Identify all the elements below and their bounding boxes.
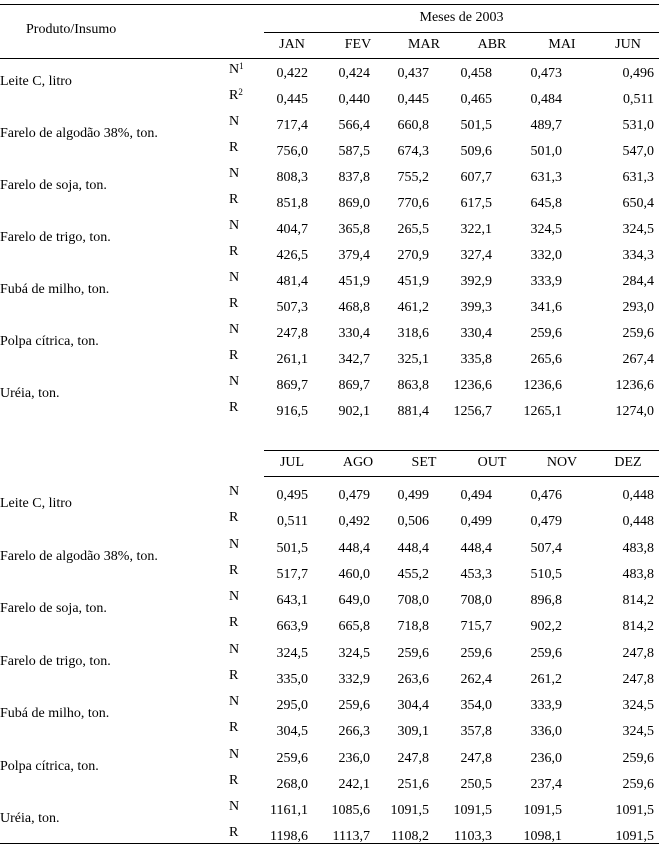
value-cell: 631,3 xyxy=(622,170,654,185)
value-cell: 267,4 xyxy=(622,352,654,367)
value-cell: 1098,1 xyxy=(523,829,562,844)
value-cell: 262,4 xyxy=(460,671,492,687)
value-cell: 342,7 xyxy=(338,352,370,367)
value-cell: 770,6 xyxy=(397,196,429,211)
value-cell: 517,7 xyxy=(276,566,308,582)
value-cell: 332,0 xyxy=(530,248,562,263)
row-type-r: R xyxy=(229,88,239,103)
value-cell: 1198,6 xyxy=(270,829,308,844)
value-cell: 461,2 xyxy=(397,300,429,315)
row-type-label xyxy=(229,510,238,526)
month-header: JUL xyxy=(279,455,305,470)
row-type-r: R xyxy=(229,296,239,311)
value-cell: 379,4 xyxy=(338,248,370,263)
value-cell: 0,448 xyxy=(622,488,654,503)
value-cell: 507,4 xyxy=(530,540,562,556)
value-cell: 501,5 xyxy=(460,118,492,133)
value-cell: 332,9 xyxy=(338,671,370,687)
value-cell: 247,8 xyxy=(622,671,654,687)
month-header: MAI xyxy=(548,37,576,52)
value-cell: 1108,2 xyxy=(391,829,429,844)
value-cell: 242,1 xyxy=(338,776,370,792)
value-cell: 0,437 xyxy=(397,66,429,81)
block2-header-top-rule xyxy=(264,450,659,451)
value-cell: 1265,1 xyxy=(523,404,562,419)
product-label: Leite C, litro xyxy=(0,74,72,89)
value-cell: 1085,6 xyxy=(331,803,370,818)
value-cell: 324,5 xyxy=(622,222,654,237)
row-type-label xyxy=(229,589,239,605)
row-type-label xyxy=(229,114,239,130)
value-cell: 0,422 xyxy=(276,66,308,81)
row-type-n: N xyxy=(229,589,240,604)
value-cell: 304,5 xyxy=(276,724,308,739)
value-cell: 869,0 xyxy=(338,196,370,211)
value-cell: 566,4 xyxy=(338,118,370,133)
value-cell: 755,2 xyxy=(397,170,429,185)
value-cell: 0,511 xyxy=(623,92,654,107)
value-cell: 293,0 xyxy=(622,300,654,315)
value-cell: 0,511 xyxy=(277,514,308,529)
value-cell: 587,5 xyxy=(338,144,370,159)
row-type-label xyxy=(229,563,238,579)
value-cell: 259,6 xyxy=(460,645,492,661)
row-type-label xyxy=(229,270,239,286)
product-label: Uréia, ton. xyxy=(0,811,60,826)
row-type-n: N xyxy=(229,746,240,762)
product-column-header: Produto/Insumo xyxy=(26,22,117,37)
value-cell: 318,6 xyxy=(397,326,429,341)
row-type-n: N xyxy=(229,484,240,499)
row-type-label xyxy=(229,668,238,684)
value-cell: 851,8 xyxy=(276,196,308,211)
value-cell: 324,5 xyxy=(276,645,308,661)
value-cell: 259,6 xyxy=(338,698,370,713)
value-cell: 324,5 xyxy=(622,724,654,739)
top-rule xyxy=(0,4,659,5)
value-cell: 259,6 xyxy=(276,750,308,766)
row-type-label xyxy=(229,484,239,500)
value-cell: 1091,5 xyxy=(453,803,492,818)
header-bottom-rule xyxy=(0,58,659,59)
row-type-n: N xyxy=(229,799,240,814)
value-cell: 1274,0 xyxy=(615,404,654,419)
value-cell: 1091,5 xyxy=(390,803,429,818)
value-cell: 0,479 xyxy=(530,514,562,529)
value-cell: 708,0 xyxy=(460,593,492,608)
row-type-n: N xyxy=(229,270,240,285)
value-cell: 607,7 xyxy=(460,170,492,185)
value-cell: 1161,1 xyxy=(270,803,308,818)
value-cell: 547,0 xyxy=(622,144,654,159)
value-cell: 1103,3 xyxy=(454,829,492,844)
value-cell: 334,3 xyxy=(622,248,654,263)
row-type-label xyxy=(229,322,239,338)
row-type-r: R xyxy=(229,667,239,683)
month-header: FEV xyxy=(344,37,372,52)
month-header: AGO xyxy=(342,455,374,470)
product-label: Farelo de soja, ton. xyxy=(0,601,107,616)
value-cell: 426,5 xyxy=(276,248,308,263)
value-cell: 357,8 xyxy=(460,724,492,739)
month-header: OUT xyxy=(477,455,507,470)
value-cell: 304,4 xyxy=(397,698,429,713)
value-cell: 501,5 xyxy=(276,540,308,556)
value-cell: 250,5 xyxy=(460,776,492,792)
month-header: JUN xyxy=(615,37,641,52)
product-label: Polpa cítrica, ton. xyxy=(0,758,99,774)
value-cell: 268,0 xyxy=(276,776,308,792)
row-type-label xyxy=(229,218,239,234)
month-header: MAR xyxy=(408,37,440,52)
product-label: Uréia, ton. xyxy=(0,386,60,401)
row-type-label xyxy=(229,192,238,208)
value-cell: 455,2 xyxy=(397,566,429,582)
product-label: Farelo de algodão 38%, ton. xyxy=(0,126,158,141)
value-cell: 0,458 xyxy=(460,66,492,81)
month-header: NOV xyxy=(546,455,578,470)
month-header: JAN xyxy=(279,37,305,52)
value-cell: 266,3 xyxy=(338,724,370,739)
value-cell: 0,473 xyxy=(530,66,562,81)
value-cell: 451,9 xyxy=(397,274,429,289)
value-cell: 327,4 xyxy=(460,248,492,263)
value-cell: 756,0 xyxy=(276,144,308,159)
product-label: Farelo de soja, ton. xyxy=(0,178,107,193)
value-cell: 660,8 xyxy=(397,118,429,133)
row-type-r: R xyxy=(229,825,239,840)
value-cell: 399,3 xyxy=(460,300,492,315)
value-cell: 322,1 xyxy=(460,222,492,237)
value-cell: 295,0 xyxy=(276,698,308,713)
row-type-r: R xyxy=(229,615,239,630)
value-cell: 247,8 xyxy=(397,750,429,766)
value-cell: 236,0 xyxy=(338,750,370,766)
value-cell: 259,6 xyxy=(530,326,562,341)
row-type-n: N xyxy=(229,641,240,657)
row-type-n: N xyxy=(229,62,240,77)
value-cell: 261,2 xyxy=(530,671,562,687)
row-type-label xyxy=(229,400,238,416)
value-cell: 448,4 xyxy=(397,540,429,556)
row-type-r: R xyxy=(229,400,239,415)
value-cell: 341,6 xyxy=(530,300,562,315)
value-cell: 902,2 xyxy=(530,619,562,634)
product-label: Fubá de milho, ton. xyxy=(0,282,110,297)
value-cell: 650,4 xyxy=(622,196,654,211)
value-cell: 259,6 xyxy=(530,645,562,661)
row-type-r: R xyxy=(229,720,239,735)
row-type-label xyxy=(229,88,243,104)
value-cell: 251,6 xyxy=(397,776,429,792)
value-cell: 1113,7 xyxy=(332,829,370,844)
value-cell: 863,8 xyxy=(397,378,429,393)
value-cell: 916,5 xyxy=(276,404,308,419)
value-cell: 365,8 xyxy=(338,222,370,237)
product-label: Farelo de trigo, ton. xyxy=(0,653,111,669)
product-label: Farelo de trigo, ton. xyxy=(0,230,111,245)
product-label: Farelo de algodão 38%, ton. xyxy=(0,548,158,564)
row-type-n: N xyxy=(229,218,240,233)
value-cell: 0,494 xyxy=(460,488,492,503)
value-cell: 483,8 xyxy=(622,540,654,556)
row-type-label xyxy=(229,296,238,312)
value-cell: 902,1 xyxy=(338,404,370,419)
value-cell: 324,5 xyxy=(338,645,370,661)
value-cell: 507,3 xyxy=(276,300,308,315)
value-cell: 869,7 xyxy=(338,378,370,393)
row-type-label xyxy=(229,166,239,182)
value-cell: 643,1 xyxy=(276,593,308,608)
product-label: Polpa cítrica, ton. xyxy=(0,334,99,349)
block2-header-bottom-rule xyxy=(264,476,659,477)
months-title-rule xyxy=(264,32,659,33)
value-cell: 247,8 xyxy=(276,326,308,341)
row-type-r: R xyxy=(229,140,239,155)
footnote-marker: 2 xyxy=(238,87,243,97)
value-cell: 649,0 xyxy=(338,593,370,608)
row-type-label xyxy=(229,348,238,364)
row-type-n: N xyxy=(229,322,240,337)
value-cell: 708,0 xyxy=(397,593,429,608)
row-type-label xyxy=(229,140,238,156)
month-header: DEZ xyxy=(614,455,642,470)
value-cell: 259,6 xyxy=(397,645,429,661)
value-cell: 453,3 xyxy=(460,566,492,582)
value-cell: 665,8 xyxy=(338,619,370,634)
value-cell: 335,8 xyxy=(460,352,492,367)
value-cell: 0,445 xyxy=(276,92,308,107)
value-cell: 259,6 xyxy=(622,750,654,766)
value-cell: 1091,5 xyxy=(615,829,654,844)
value-cell: 247,8 xyxy=(460,750,492,766)
value-cell: 814,2 xyxy=(622,619,654,634)
value-cell: 510,5 xyxy=(530,566,562,582)
value-cell: 808,3 xyxy=(276,170,308,185)
value-cell: 0,499 xyxy=(460,514,492,529)
footnote-marker: 1 xyxy=(239,61,244,71)
value-cell: 896,8 xyxy=(530,593,562,608)
value-cell: 531,0 xyxy=(622,118,654,133)
value-cell: 284,4 xyxy=(622,274,654,289)
value-cell: 324,5 xyxy=(622,698,654,713)
row-type-r: R xyxy=(229,348,239,363)
value-cell: 261,1 xyxy=(276,352,308,367)
product-label: Fubá de milho, ton. xyxy=(0,706,110,721)
month-header: SET xyxy=(411,455,437,470)
row-type-label xyxy=(229,694,239,710)
value-cell: 715,7 xyxy=(460,619,492,634)
value-cell: 0,445 xyxy=(397,92,429,107)
value-cell: 325,1 xyxy=(397,352,429,367)
row-type-label xyxy=(229,720,238,736)
value-cell: 489,7 xyxy=(530,118,562,133)
row-type-label xyxy=(229,537,239,553)
value-cell: 509,6 xyxy=(460,144,492,159)
value-cell: 0,440 xyxy=(338,92,370,107)
value-cell: 265,6 xyxy=(530,352,562,367)
value-cell: 404,7 xyxy=(276,222,308,237)
value-cell: 259,6 xyxy=(622,776,654,792)
row-type-r: R xyxy=(229,192,239,207)
value-cell: 1256,7 xyxy=(453,404,492,419)
value-cell: 814,2 xyxy=(622,593,654,608)
value-cell: 336,0 xyxy=(530,724,562,739)
value-cell: 0,496 xyxy=(622,66,654,81)
value-cell: 0,448 xyxy=(622,514,654,529)
value-cell: 324,5 xyxy=(530,222,562,237)
value-cell: 674,3 xyxy=(397,144,429,159)
value-cell: 717,4 xyxy=(276,118,308,133)
value-cell: 645,8 xyxy=(530,196,562,211)
value-cell: 448,4 xyxy=(460,540,492,556)
value-cell: 265,5 xyxy=(397,222,429,237)
row-type-r: R xyxy=(229,772,239,788)
row-type-label xyxy=(229,799,239,815)
value-cell: 236,0 xyxy=(530,750,562,766)
value-cell: 837,8 xyxy=(338,170,370,185)
value-cell: 0,499 xyxy=(397,488,429,503)
value-cell: 451,9 xyxy=(338,274,370,289)
value-cell: 448,4 xyxy=(338,540,370,556)
value-cell: 881,4 xyxy=(397,404,429,419)
value-cell: 247,8 xyxy=(622,645,654,661)
value-cell: 481,4 xyxy=(276,274,308,289)
row-type-label xyxy=(229,642,239,658)
value-cell: 1236,6 xyxy=(523,378,562,393)
row-type-label xyxy=(229,747,239,763)
value-cell: 617,5 xyxy=(460,196,492,211)
value-cell: 392,9 xyxy=(460,274,492,289)
value-cell: 335,0 xyxy=(276,671,308,687)
value-cell: 460,0 xyxy=(338,566,370,582)
row-type-label xyxy=(229,374,239,390)
row-type-n: N xyxy=(229,536,240,552)
value-cell: 631,3 xyxy=(530,170,562,185)
value-cell: 468,8 xyxy=(338,300,370,315)
row-type-label xyxy=(229,825,238,841)
value-cell: 0,424 xyxy=(338,66,370,81)
value-cell: 333,9 xyxy=(530,274,562,289)
value-cell: 0,495 xyxy=(276,488,308,503)
row-type-n: N xyxy=(229,374,240,389)
value-cell: 501,0 xyxy=(530,144,562,159)
value-cell: 1236,6 xyxy=(453,378,492,393)
value-cell: 309,1 xyxy=(397,724,429,739)
row-type-r: R xyxy=(229,244,239,259)
row-type-label xyxy=(229,244,238,260)
value-cell: 0,479 xyxy=(338,488,370,503)
value-cell: 663,9 xyxy=(276,619,308,634)
value-cell: 0,465 xyxy=(460,92,492,107)
value-cell: 330,4 xyxy=(338,326,370,341)
value-cell: 354,0 xyxy=(460,698,492,713)
month-header: ABR xyxy=(477,37,507,52)
value-cell: 1091,5 xyxy=(615,803,654,818)
value-cell: 1236,6 xyxy=(615,378,654,393)
row-type-r: R xyxy=(229,562,239,578)
row-type-n: N xyxy=(229,166,240,181)
row-type-n: N xyxy=(229,114,240,129)
value-cell: 330,4 xyxy=(460,326,492,341)
value-cell: 0,506 xyxy=(397,514,429,529)
value-cell: 259,6 xyxy=(622,326,654,341)
row-type-label xyxy=(229,62,244,78)
row-type-n: N xyxy=(229,694,240,709)
row-type-label xyxy=(229,773,238,789)
row-type-label xyxy=(229,615,238,631)
value-cell: 869,7 xyxy=(276,378,308,393)
value-cell: 237,4 xyxy=(530,776,562,792)
value-cell: 1091,5 xyxy=(523,803,562,818)
row-type-r: R xyxy=(229,510,239,525)
value-cell: 0,484 xyxy=(530,92,562,107)
value-cell: 0,476 xyxy=(530,488,562,503)
value-cell: 263,6 xyxy=(397,671,429,687)
value-cell: 333,9 xyxy=(530,698,562,713)
value-cell: 0,492 xyxy=(338,514,370,529)
product-label: Leite C, litro xyxy=(0,496,72,511)
value-cell: 483,8 xyxy=(622,566,654,582)
value-cell: 718,8 xyxy=(397,619,429,634)
value-cell: 270,9 xyxy=(397,248,429,263)
months-title: Meses de 2003 xyxy=(419,10,504,25)
